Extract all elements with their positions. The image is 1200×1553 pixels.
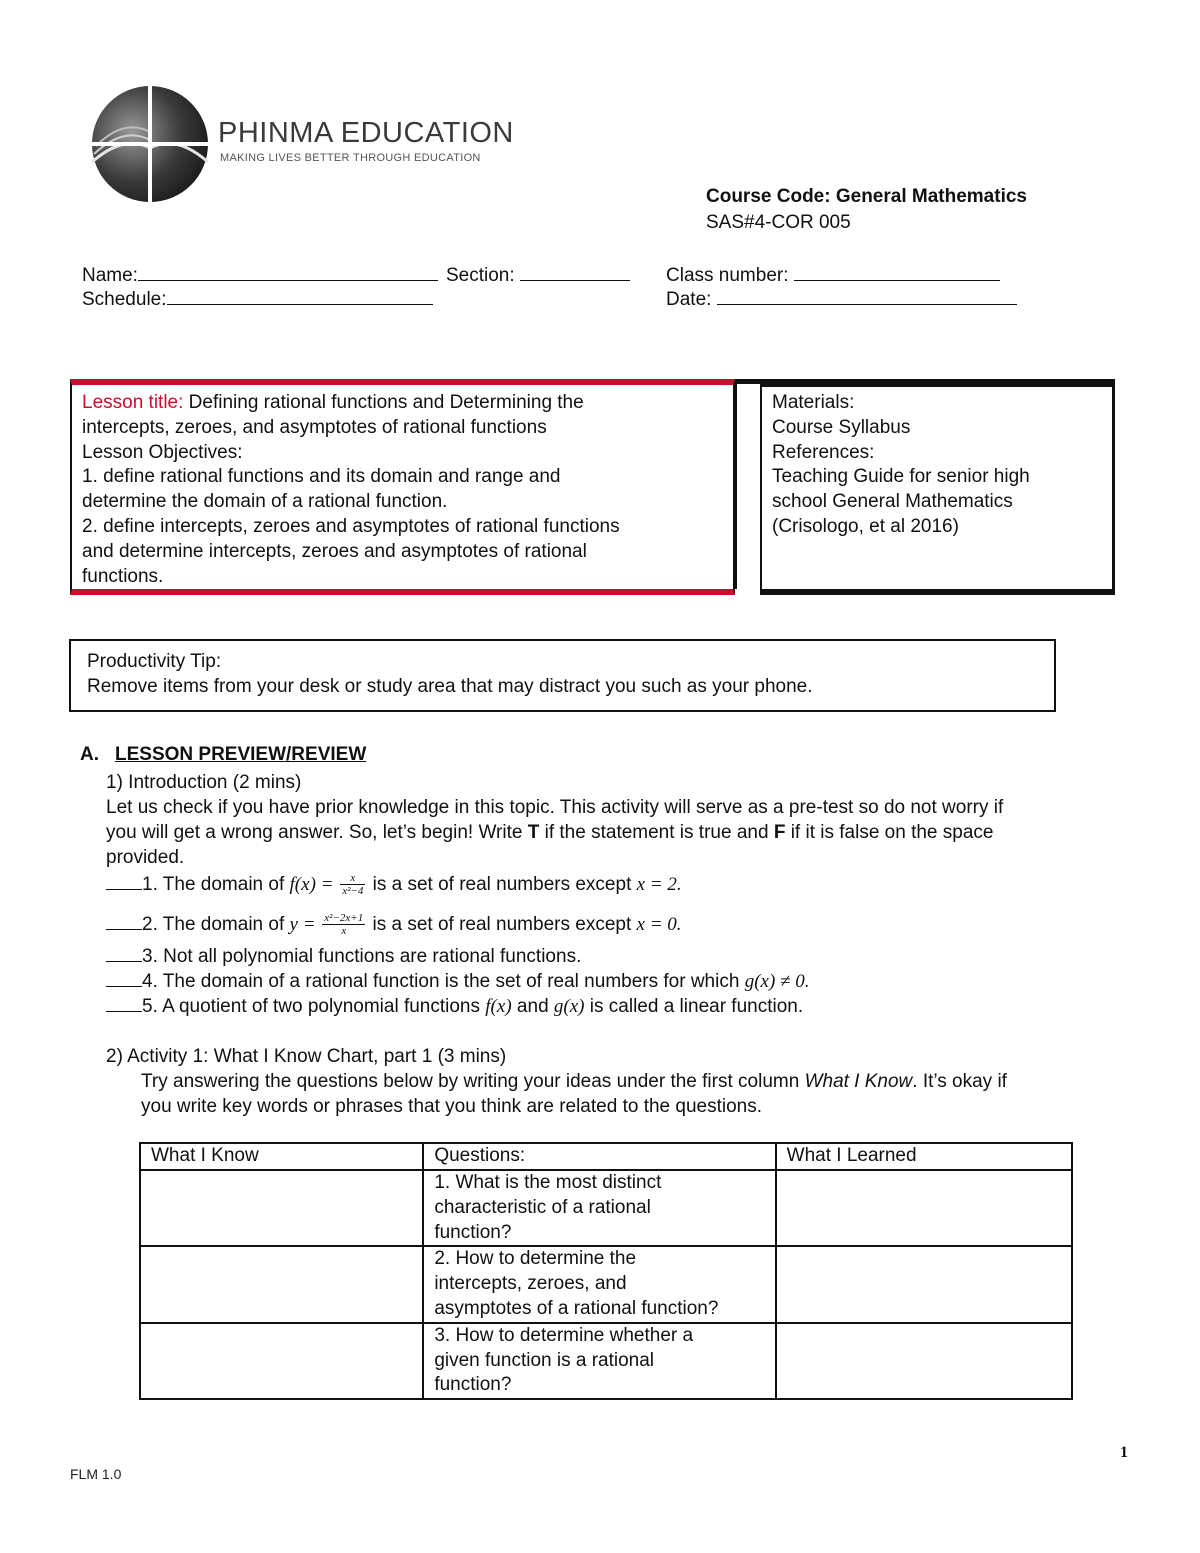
name-label: Name: (82, 265, 138, 286)
fraction (340, 872, 365, 897)
column-header: What I Know (140, 1143, 423, 1170)
lesson-title-label: Lesson title: (82, 392, 184, 413)
objective-1: 1. define rational functions and its domain and range and (82, 466, 561, 488)
objectives-label: Lesson Objectives: (82, 441, 243, 463)
brand-name: PHINMA EDUCATION (218, 117, 514, 149)
objective-2-end: functions. (82, 565, 164, 587)
question-text: is a set of real numbers except (367, 914, 637, 935)
answer-blank-5[interactable] (106, 995, 142, 1012)
phinma-logo-icon (84, 84, 214, 206)
denominator: x²−4 (342, 885, 364, 898)
table-header-row (140, 1143, 1072, 1170)
numerator: x (340, 872, 365, 885)
section-letter: A. (80, 744, 99, 765)
column-header: What I Learned (776, 1143, 1072, 1170)
intro-text-part: if it is false on the space (785, 822, 994, 843)
schedule-label: Schedule: (82, 289, 167, 310)
question-line: asymptotes of a rational function? (434, 1297, 719, 1319)
class-number-blank[interactable] (794, 262, 1000, 281)
denominator: x (341, 925, 347, 938)
name-field (82, 262, 438, 288)
question-text: 2. The domain of (142, 914, 290, 935)
question-line: intercepts, zeroes, and (434, 1273, 627, 1295)
question-text: is called a linear function. (584, 996, 804, 1017)
question-line: 3. How to determine whether a (434, 1324, 694, 1346)
class-number-field (666, 262, 1000, 288)
references-label: References: (772, 441, 875, 463)
question-text: 1. The domain of (142, 874, 290, 895)
table-row (140, 1246, 1072, 1322)
sas-code: SAS#4-COR 005 (706, 212, 851, 233)
materials-box (760, 379, 1115, 595)
question-cell (423, 1246, 775, 1322)
reference-line: (Crisologo, et al 2016) (772, 515, 959, 537)
column-header: Questions: (423, 1143, 775, 1170)
what-i-know-cell[interactable] (140, 1246, 423, 1322)
intro-text-3: provided. (106, 847, 185, 868)
section-label: Section: (446, 265, 515, 286)
intro-heading: 1) Introduction (2 mins) (106, 772, 302, 793)
intro-text-1: Let us check if you have prior knowledge in this topic. This activity will serve as a pre-test so do not worry if (106, 797, 1004, 818)
box-divider (735, 379, 761, 589)
objective-2-cont: and determine intercepts, zeroes and asymptotes of rational (82, 540, 587, 562)
question-line: characteristic of a rational (434, 1196, 651, 1218)
lesson-title: Defining rational functions and Determining the (183, 392, 584, 413)
question-2 (106, 912, 682, 937)
tip-text: Remove items from your desk or study area that may distract you such as your phone. (87, 676, 813, 697)
answer-blank-2[interactable] (106, 913, 142, 930)
math-expr: x = 2. (636, 874, 682, 895)
intro-text-part: if the statement is true and (539, 822, 774, 843)
fraction (322, 912, 365, 937)
section-title: LESSON PREVIEW/REVIEW (115, 744, 367, 765)
math-expr: f(x) = (289, 874, 339, 895)
section-blank[interactable] (520, 262, 630, 281)
math-expr: g(x) ≠ 0. (744, 971, 810, 992)
question-4 (106, 969, 809, 994)
schedule-blank[interactable] (167, 286, 433, 305)
materials-value: Course Syllabus (772, 416, 911, 438)
question-cell (423, 1170, 775, 1246)
reference-line: school General Mathematics (772, 491, 1013, 513)
footer-version: FLM 1.0 (70, 1466, 122, 1482)
question-3 (106, 944, 581, 969)
intro-text-2 (106, 820, 993, 845)
date-blank[interactable] (717, 286, 1017, 305)
activity-emphasis: What I Know (804, 1071, 913, 1092)
math-expr: x = 0. (636, 914, 682, 935)
objective-2: 2. define intercepts, zeroes and asymptotes of rational functions (82, 515, 620, 537)
question-text: 3. Not all polynomial functions are rational functions. (142, 946, 582, 967)
productivity-tip-box (69, 639, 1056, 712)
activity-text-1 (141, 1069, 1007, 1094)
question-line: 2. How to determine the (434, 1248, 637, 1270)
course-code: Course Code: General Mathematics (706, 186, 1027, 207)
math-expr: f(x) (485, 996, 512, 1017)
what-i-know-cell[interactable] (140, 1323, 423, 1399)
activity-heading: 2) Activity 1: What I Know Chart, part 1 (3 mins) (106, 1046, 507, 1067)
math-expr: y = (289, 914, 321, 935)
activity-text-2: you write key words or phrases that you think are related to the questions. (141, 1096, 762, 1117)
answer-blank-3[interactable] (106, 945, 142, 962)
question-1 (106, 872, 682, 897)
true-marker: T (527, 822, 540, 843)
date-field (666, 286, 1017, 312)
page-number: 1 (1120, 1444, 1128, 1461)
question-text: 4. The domain of a rational function is the set of real numbers for which (142, 971, 745, 992)
answer-blank-1[interactable] (106, 873, 142, 890)
intro-text-part: you will get a wrong answer. So, let’s begin! Write (106, 822, 528, 843)
question-line: 1. What is the most distinct (434, 1172, 662, 1193)
false-marker: F (773, 822, 786, 843)
lesson-box (70, 379, 735, 595)
lesson-title-cont: intercepts, zeroes, and asymptotes of rational functions (82, 416, 547, 438)
what-i-learned-cell[interactable] (776, 1246, 1072, 1322)
question-line: given function is a rational (434, 1349, 655, 1371)
schedule-field (82, 286, 433, 312)
question-text: 5. A quotient of two polynomial functions (142, 996, 486, 1017)
what-i-know-cell[interactable] (140, 1170, 423, 1246)
section-field (446, 262, 630, 288)
brand-tagline: MAKING LIVES BETTER THROUGH EDUCATION (220, 152, 481, 164)
question-text: is a set of real numbers except (367, 874, 637, 895)
question-text: and (511, 996, 554, 1017)
reference-line: Teaching Guide for senior high (772, 466, 1030, 488)
activity-text-part: Try answering the questions below by writing your ideas under the first column (141, 1071, 805, 1092)
what-i-learned-cell[interactable] (776, 1323, 1072, 1399)
question-5 (106, 994, 803, 1019)
question-line: function? (434, 1374, 512, 1396)
what-i-learned-cell[interactable] (776, 1170, 1072, 1246)
question-cell (423, 1323, 775, 1399)
answer-blank-4[interactable] (106, 970, 142, 987)
question-line: function? (434, 1221, 512, 1243)
numerator: x²−2x+1 (324, 912, 364, 925)
activity-text-part: . It’s okay if (912, 1071, 1007, 1092)
tip-label: Productivity Tip: (87, 651, 222, 672)
math-expr: g(x) (553, 996, 585, 1017)
name-blank[interactable] (138, 262, 438, 281)
section-a-heading (80, 744, 366, 766)
date-label: Date: (666, 289, 712, 310)
materials-label: Materials: (772, 392, 855, 413)
table-row (140, 1323, 1072, 1399)
table-row (140, 1170, 1072, 1246)
class-number-label: Class number: (666, 265, 789, 286)
objective-1-cont: determine the domain of a rational function. (82, 491, 448, 513)
what-i-know-table (139, 1142, 1073, 1400)
